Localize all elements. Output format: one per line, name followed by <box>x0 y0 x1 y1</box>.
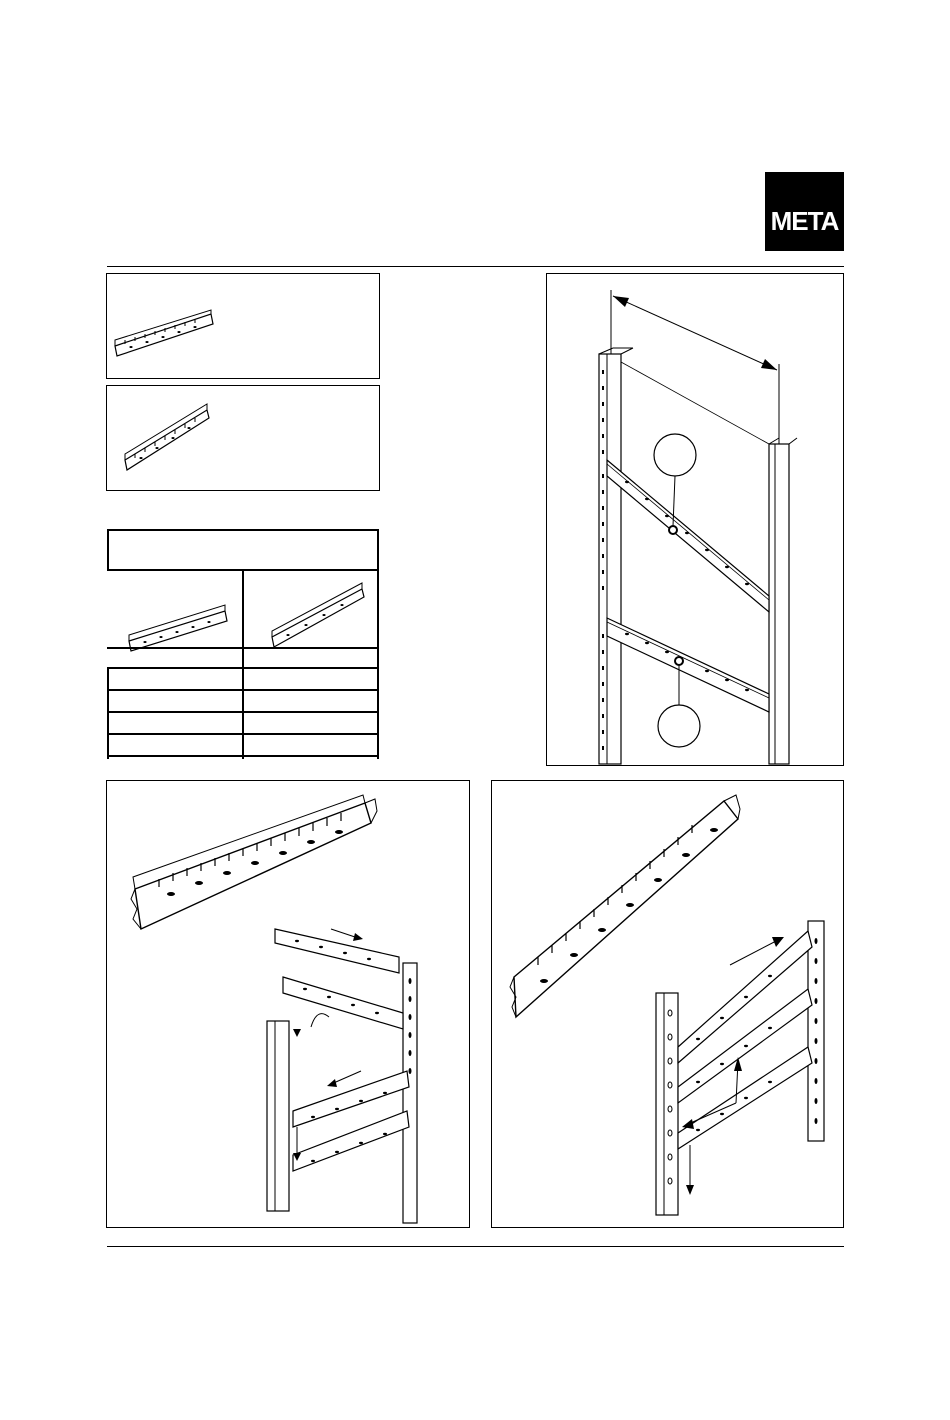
top-divider <box>107 266 844 267</box>
step-lock-illustration <box>492 781 845 1229</box>
bottom-divider <box>107 1246 844 1247</box>
figure-beam-b <box>106 385 380 491</box>
table-row <box>107 669 379 691</box>
figure-beam-a <box>106 273 380 379</box>
beam-selection-table <box>107 529 379 759</box>
beam-illustration-a <box>107 274 381 380</box>
beam-illustration-b <box>107 386 381 492</box>
table-header <box>107 529 379 571</box>
table-row <box>107 713 379 735</box>
step-insert-illustration <box>107 781 471 1229</box>
figure-frame-assembly <box>546 273 844 766</box>
table-row <box>107 647 379 669</box>
figure-step-insert <box>106 780 470 1228</box>
frame-illustration <box>547 274 845 767</box>
logo-text: META <box>770 206 839 236</box>
figure-step-lock <box>491 780 844 1228</box>
table-row <box>107 691 379 713</box>
meta-logo <box>765 172 844 251</box>
table-row <box>107 735 379 757</box>
